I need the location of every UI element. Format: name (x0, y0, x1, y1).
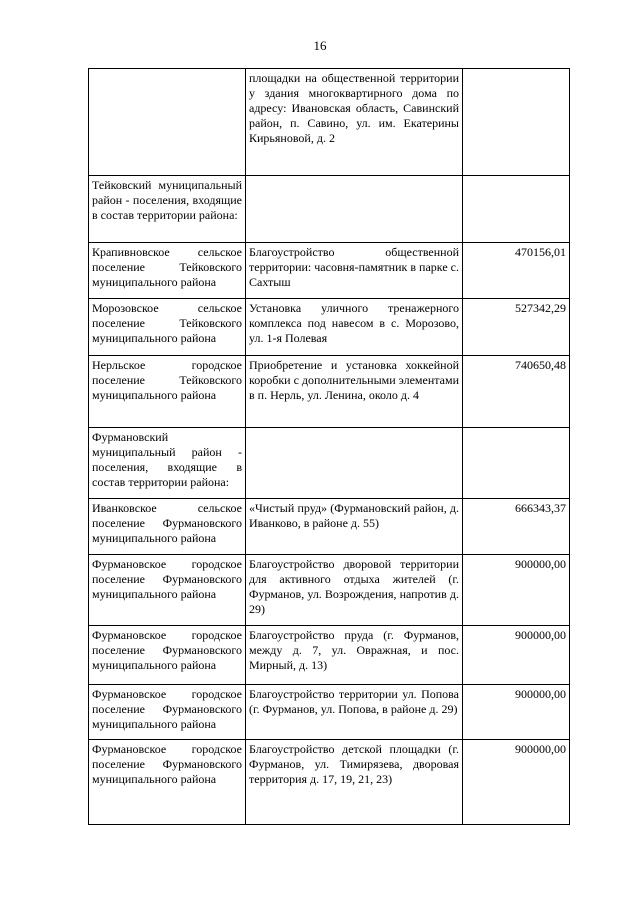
table-row (89, 299, 570, 356)
amount-cell: 470156,01 (463, 243, 570, 299)
amount-cell (463, 69, 570, 176)
amount-cell: 900000,00 (463, 685, 570, 740)
amount-cell: 900000,00 (463, 555, 570, 626)
amount-cell: 527342,29 (463, 299, 570, 356)
district-cell: Фурмановское городское поселение Фурмановского муниципального района (89, 685, 246, 740)
project-cell: «Чистый пруд» (Фурмановский район, д. Иванково, в районе д. 55) (246, 499, 463, 555)
district-cell: Фурмановское городское поселение Фурмановского муниципального района (89, 626, 246, 685)
project-cell: Благоустройство общественной территории: часовня-памятник в парке с. Сахтыш (246, 243, 463, 299)
project-cell: Благоустройство дворовой территории для активного отдыха жителей (г. Фурманов, ул. Возрождения, напротив д. 29) (246, 555, 463, 626)
district-cell: Морозовское сельское поселение Тейковского муниципального района (89, 299, 246, 356)
amount-cell: 666343,37 (463, 499, 570, 555)
page-number: 16 (313, 38, 327, 53)
project-cell: Благоустройство детской площадки (г. Фурманов, ул. Тимирязева, дворовая территория д. 17, 19, 21, 23) (246, 740, 463, 825)
amount-cell: 900000,00 (463, 626, 570, 685)
amount-cell (463, 428, 570, 499)
project-cell: Установка уличного тренажерного комплекса под навесом в с. Морозово, ул. 1-я Полевая (246, 299, 463, 356)
table-row (89, 555, 570, 626)
district-cell: Фурмановское городское поселение Фурмановского муниципального района (89, 555, 246, 626)
district-cell: Фурмановское городское поселение Фурмановского муниципального района (89, 740, 246, 825)
project-cell: Благоустройство пруда (г. Фурманов, между д. 7, ул. Овражная, и пос. Мирный, д. 13) (246, 626, 463, 685)
district-cell: Тейковский муниципальный район - поселения, входящие в состав территории района: (89, 176, 246, 243)
district-cell: Иванковское сельское поселение Фурмановского муниципального района (89, 499, 246, 555)
project-cell: Благоустройство территории ул. Попова (г. Фурманов, ул. Попова, в районе д. 29) (246, 685, 463, 740)
project-cell (246, 428, 463, 499)
project-cell: площадки на общественной территории у здания многоквартирного дома по адресу: Ивановская область, Савинский район, п. Савино, ул. им. Екатерины Кирьяновой, д. 2 (246, 69, 463, 176)
table-row (89, 428, 570, 499)
amount-cell: 900000,00 (463, 740, 570, 825)
table-row (89, 243, 570, 299)
amount-cell: 740650,48 (463, 356, 570, 428)
table-row (89, 626, 570, 685)
district-cell: Нерльское городское поселение Тейковского муниципального района (89, 356, 246, 428)
funding-table (88, 68, 570, 825)
table-row (89, 685, 570, 740)
table-row (89, 69, 570, 176)
table-row (89, 176, 570, 243)
table-row (89, 740, 570, 825)
district-cell (89, 69, 246, 176)
project-cell (246, 176, 463, 243)
table-row (89, 499, 570, 555)
table-row (89, 356, 570, 428)
district-cell: Фурмановский муниципальный район - поселения, входящие в состав территории района: (89, 428, 246, 499)
district-cell: Крапивновское сельское поселение Тейковского муниципального района (89, 243, 246, 299)
amount-cell (463, 176, 570, 243)
project-cell: Приобретение и установка хоккейной коробки с дополнительными элементами в п. Нерль, ул. Ленина, около д. 4 (246, 356, 463, 428)
